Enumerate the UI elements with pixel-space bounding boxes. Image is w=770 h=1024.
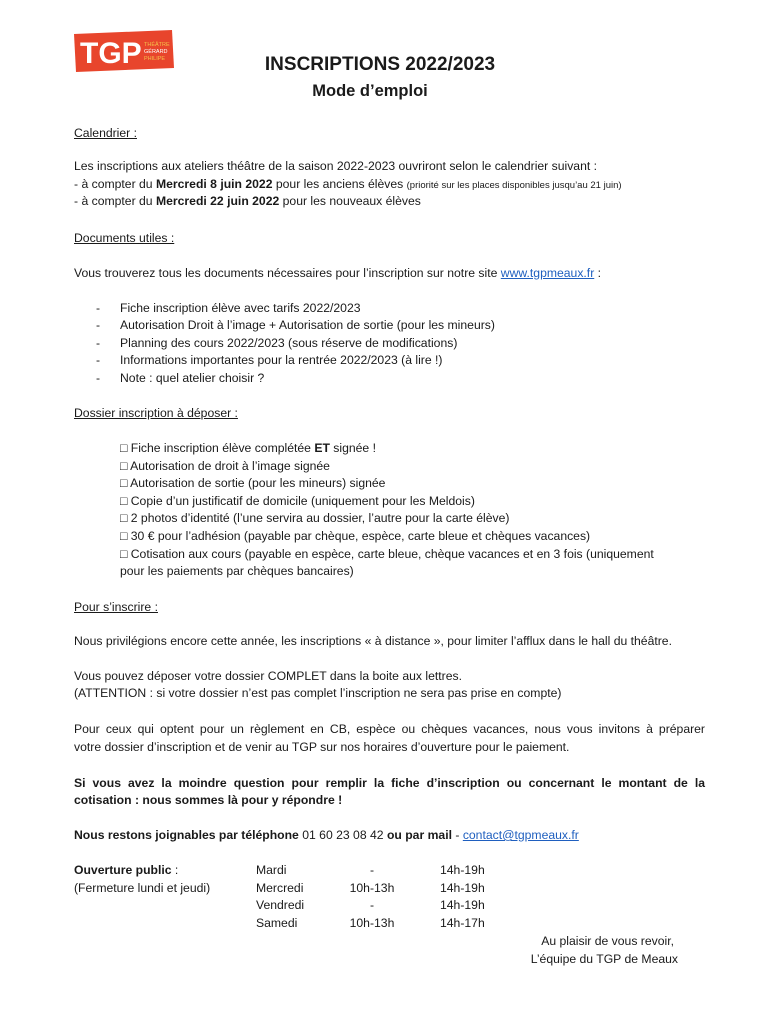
inscrire-paragraph-3b: votre dossier d’inscription et de venir au TGP sur nos horaires d’ouverture pour le paiement. <box>74 740 570 754</box>
list-bullet: - <box>96 318 101 332</box>
schedule-afternoon: 14h-19h <box>440 898 485 912</box>
dossier-heading: Dossier inscription à déposer : <box>74 406 238 420</box>
dossier-item: □ Cotisation aux cours (payable en espèce, carte bleue, chèque vacances et en 3 fois (uniquement <box>120 547 654 561</box>
phone-number: 01 60 23 08 42 <box>298 828 387 842</box>
dossier-item: □ Autorisation de droit à l’image signée <box>120 459 330 473</box>
inscrire-paragraph-2a: Vous pouvez déposer votre dossier COMPLET dans la boite aux lettres. <box>74 669 462 683</box>
document-item: Informations importantes pour la rentrée 2022/2023 (à lire !) <box>120 353 443 367</box>
svg-text:PHILIPE: PHILIPE <box>144 56 166 62</box>
inscrire-paragraph-3a: Pour ceux qui optent pour un règlement en CB, espèce ou chèques vacances, nous vous invitons à préparer <box>74 722 705 736</box>
schedule-day: Vendredi <box>256 898 305 912</box>
schedule-afternoon: 14h-19h <box>440 863 485 877</box>
document-item: Autorisation Droit à l’image + Autorisation de sortie (pour les mineurs) <box>120 318 495 332</box>
dossier-item: □ Fiche inscription élève complétée ET signée ! <box>120 441 376 455</box>
page-title: INSCRIPTIONS 2022/2023 <box>264 54 496 75</box>
document-item: Note : quel atelier choisir ? <box>120 371 265 385</box>
schedule-day: Mercredi <box>256 881 304 895</box>
documents-intro: Vous trouverez tous les documents nécessaires pour l’inscription sur notre site www.tgpmeaux.fr : <box>74 266 602 280</box>
page-subtitle: Mode d’emploi <box>312 82 428 100</box>
schedule-day: Samedi <box>256 916 298 930</box>
calendrier-intro: Les inscriptions aux ateliers théâtre de la saison 2022-2023 ouvriront selon le calendrier suivant : <box>74 159 598 173</box>
fermeture-note: (Fermeture lundi et jeudi) <box>74 881 211 895</box>
list-bullet: - <box>96 353 101 367</box>
dossier-item: □ Autorisation de sortie (pour les mineurs) signée <box>120 476 386 490</box>
svg-text:GÉRARD: GÉRARD <box>144 49 168 55</box>
closing-line-2: L’équipe du TGP de Meaux <box>530 952 678 966</box>
schedule-morning: 10h-13h <box>349 881 395 895</box>
question-line-2: cotisation : nous sommes là pour y répondre ! <box>74 793 343 807</box>
calendrier-heading: Calendrier : <box>74 126 137 140</box>
logo-text: TGP <box>80 37 142 70</box>
dossier-item: □ Copie d’un justificatif de domicile (uniquement pour les Meldois) <box>120 494 475 508</box>
closing-line-1: Au plaisir de vous revoir, <box>541 934 674 948</box>
calendrier-line-2: - à compter du Mercredi 22 juin 2022 pour les nouveaux élèves <box>74 194 421 208</box>
calendrier-line-1: - à compter du Mercredi 8 juin 2022 pour les anciens élèves (priorité sur les places disponibles jusqu’au 21 juin) <box>74 177 622 191</box>
schedule-afternoon: 14h-19h <box>440 881 485 895</box>
list-bullet: - <box>96 336 101 350</box>
site-link[interactable]: www.tgpmeaux.fr <box>500 266 595 280</box>
email-link[interactable]: contact@tgpmeaux.fr <box>462 828 579 842</box>
schedule-afternoon: 14h-17h <box>440 916 485 930</box>
documents-heading: Documents utiles : <box>74 231 175 245</box>
schedule-morning: - <box>369 863 375 877</box>
ouverture-label: Ouverture public : <box>74 863 179 877</box>
schedule-morning: 10h-13h <box>349 916 395 930</box>
inscrire-heading: Pour s’inscrire : <box>74 600 158 614</box>
dossier-item: □ 30 € pour l’adhésion (payable par chèque, espèce, carte bleue et chèques vacances) <box>120 529 591 543</box>
inscrire-paragraph-1: Nous privilégions encore cette année, les inscriptions « à distance », pour limiter l’afflux dans le hall du théâtre. <box>74 634 672 648</box>
document-item: Planning des cours 2022/2023 (sous réserve de modifications) <box>120 336 458 350</box>
dossier-item: □ 2 photos d’identité (l’une servira au dossier, l’autre pour la carte élève) <box>120 511 510 525</box>
question-line-1: Si vous avez la moindre question pour remplir la fiche d’inscription ou concernant le montant de la <box>74 776 705 790</box>
document-item: Fiche inscription élève avec tarifs 2022/2023 <box>120 301 361 315</box>
dossier-item-continued: pour les paiements par chèques bancaires) <box>120 564 354 578</box>
schedule-day: Mardi <box>256 863 287 877</box>
contact-line: Nous restons joignables par téléphone 01 60 23 08 42 ou par mail - contact@tgpmeaux.fr <box>74 828 579 842</box>
schedule-morning: - <box>369 898 375 912</box>
list-bullet: - <box>96 371 101 385</box>
svg-text:THÉÂTRE: THÉÂTRE <box>144 42 170 48</box>
inscrire-paragraph-2b: (ATTENTION : si votre dossier n’est pas complet l’inscription ne sera pas prise en compte) <box>74 686 562 700</box>
list-bullet: - <box>96 301 101 315</box>
